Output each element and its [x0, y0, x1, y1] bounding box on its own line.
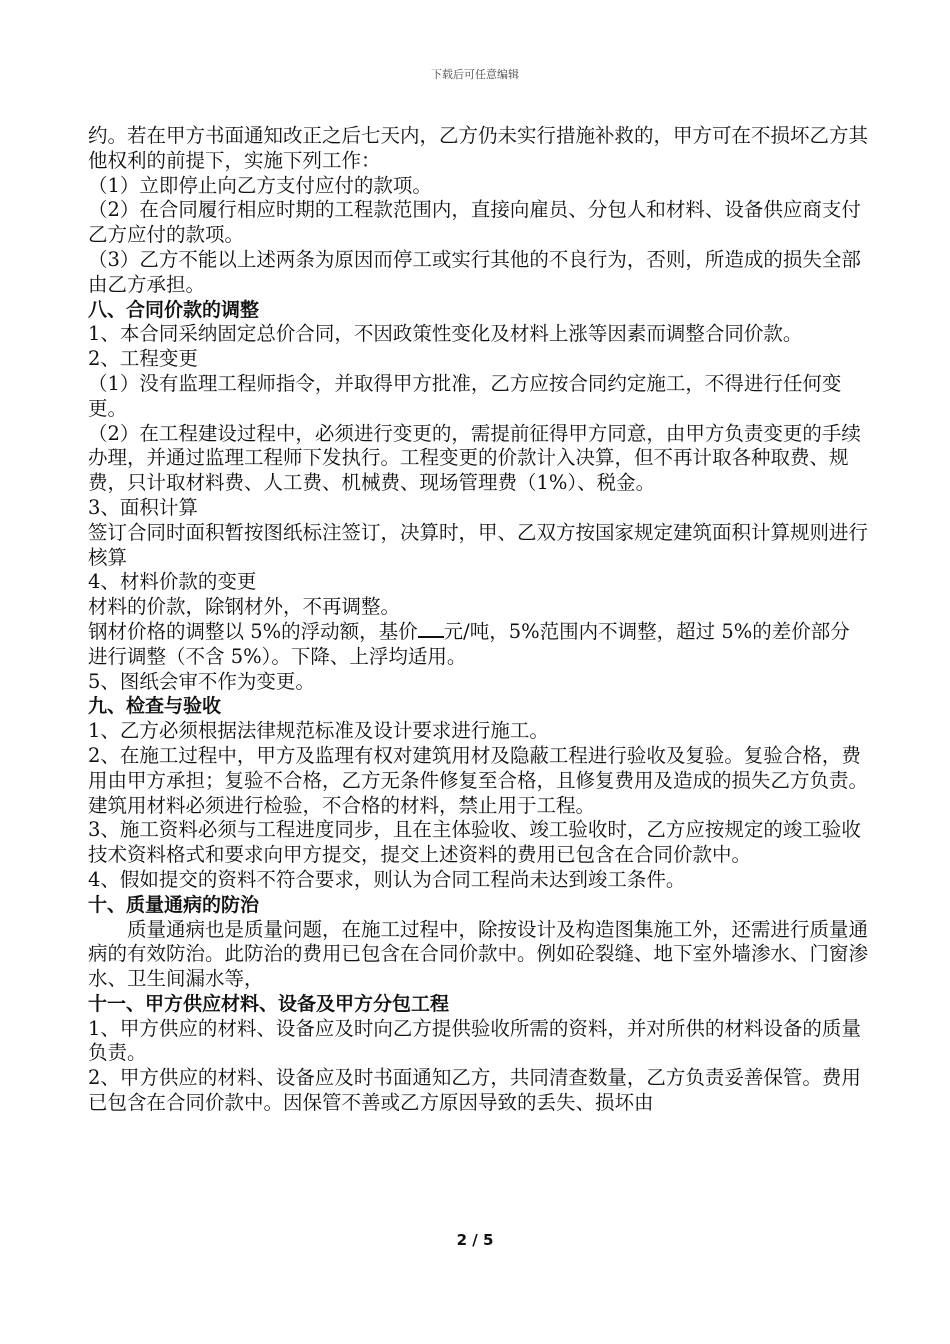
- paragraph: 2、甲方供应的材料、设备应及时书面通知乙方，共同清查数量，乙方负责妥善保管。费用已包含在合同价款中。因保管不善或乙方原因导致的丢失、损坏由: [88, 1066, 861, 1115]
- paragraph: 2、在施工过程中，甲方及监理有权对建筑用材及隐蔽工程进行验收及复验。复验合格，费用由甲方承担；复验不合格，乙方无条件修复至合格，且修复费用及造成的损失乙方负责。建筑用材料必须进行检验，不合格的材料，禁止用于工程。: [88, 743, 869, 817]
- paragraph: （2）在工程建设过程中，必须进行变更的，需提前征得甲方同意，由甲方负责变更的手续办理，并通过监理工程师下发执行。工程变更的价款计入决算，但不再计取各种取费、规费，只计取材料费、人工费、机械费、现场管理费（1%）、税金。: [88, 421, 861, 495]
- page-number: 2 / 5: [456, 1231, 494, 1249]
- paragraph: 1、乙方必须根据法律规范标准及设计要求进行施工。: [88, 719, 549, 743]
- paragraph: 5、图纸会审不作为变更。: [88, 669, 315, 693]
- paragraph: [88, 620, 868, 670]
- paragraph: 签订合同时面积暂按图纸标注签订，决算时，甲、乙双方按国家规定建筑面积计算规则进行核算: [88, 520, 869, 569]
- section-heading: 十、质量通病的防治: [88, 893, 260, 916]
- section-heading: 八、合同价款的调整: [88, 298, 260, 321]
- page-header: 下载后可任意编辑: [431, 68, 519, 81]
- paragraph: 材料的价款，除钢材外，不再调整。: [88, 595, 401, 619]
- paragraph: 4、假如提交的资料不符合要求，则认为合同工程尚未达到竣工条件。: [88, 867, 686, 891]
- paragraph: 1、本合同采纳固定总价合同，不因政策性变化及材料上涨等因素而调整合同价款。: [88, 322, 803, 346]
- paragraph: （3）乙方不能以上述两条为原因而停工或实行其他的不良行为，否则，所造成的损失全部由乙方承担。: [88, 247, 861, 296]
- paragraph: 2、工程变更: [88, 347, 198, 371]
- paragraph: 1、甲方供应的材料、设备应及时向乙方提供验收所需的资料，并对所供的材料设备的质量负责。: [88, 1016, 861, 1065]
- fill-in-blank: [418, 620, 444, 638]
- paragraph: 3、面积计算: [88, 495, 198, 519]
- paragraph: 约。若在甲方书面通知改正之后七天内，乙方仍未实行措施补救的，甲方可在不损坏乙方其他权利的前提下，实施下列工作：: [88, 124, 869, 172]
- document-body: [88, 124, 868, 1116]
- paragraph: （1）没有监理工程师指令，并取得甲方批准，乙方应按合同约定施工，不得进行任何变更。: [88, 371, 842, 420]
- paragraph: 4、材料价款的变更: [88, 570, 257, 594]
- paragraph: 3、施工资料必须与工程进度同步，且在主体验收、竣工验收时，乙方应按规定的竣工验收技术资料格式和要求向甲方提交，提交上述资料的费用已包含在合同价款中。: [88, 818, 861, 867]
- paragraph-text: 元/吨，5%范围内不调整，超过 5%的差价部分进行调整（不含 5%）。下降、上浮均适用。: [88, 619, 850, 668]
- section-heading: 十一、甲方供应材料、设备及甲方分包工程: [88, 992, 450, 1015]
- paragraph: （2）在合同履行相应时期的工程款范围内，直接向雇员、分包人和材料、设备供应商支付乙方应付的款项。: [88, 198, 861, 247]
- paragraph: 质量通病也是质量问题，在施工过程中，除按设计及构造图集施工外，还需进行质量通病的有效防治。此防治的费用已包含在合同价款中。例如砼裂缝、地下室外墙渗水、门窗渗水、卫生间漏水等，: [88, 917, 869, 991]
- paragraph-text: 钢材价格的调整以 5%的浮动额，基价: [88, 619, 418, 643]
- paragraph: （1）立即停止向乙方支付应付的款项。: [88, 173, 432, 197]
- section-heading: 九、检查与验收: [88, 695, 222, 718]
